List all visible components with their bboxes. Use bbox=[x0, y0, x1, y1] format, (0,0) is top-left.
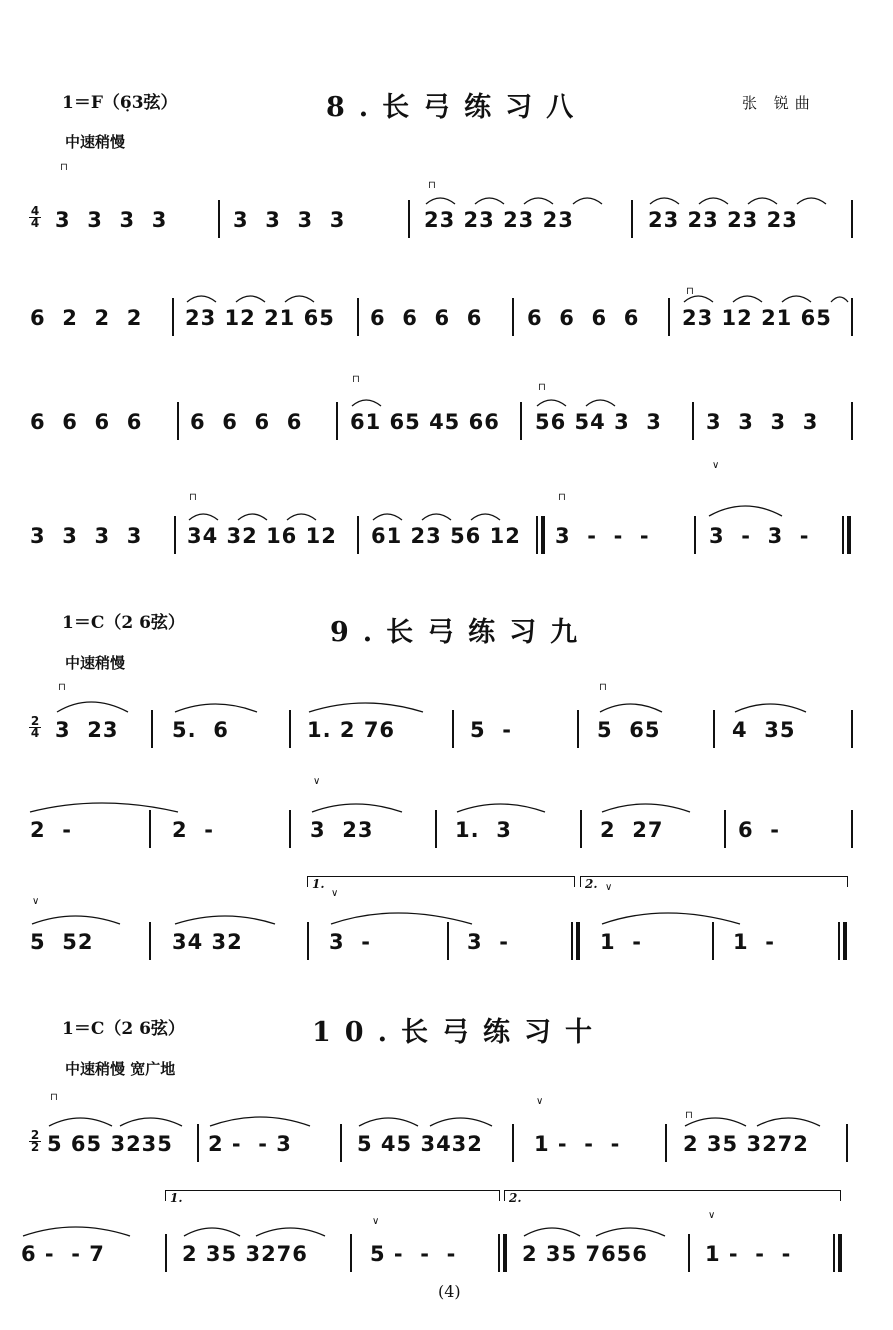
measure-9-2-4: 1. 3 bbox=[455, 818, 512, 842]
slur bbox=[331, 913, 472, 924]
measure-8-3-2: 6 6 6 6 bbox=[190, 410, 303, 434]
tempo-marking-8: 中速稍慢 bbox=[65, 133, 126, 151]
time-signature-9: 2 4 bbox=[30, 714, 40, 740]
slur bbox=[287, 514, 316, 520]
measure-8-4-2: 34 32 16 12 bbox=[187, 524, 337, 548]
slur bbox=[524, 198, 553, 204]
bow-mark: ⊓ bbox=[686, 286, 694, 297]
slur bbox=[573, 198, 602, 204]
bow-mark: ⊓ bbox=[599, 682, 607, 693]
slur bbox=[120, 1118, 182, 1126]
slur bbox=[602, 804, 690, 812]
composer: 张 锐曲 bbox=[742, 94, 816, 112]
bow-mark: ⊓ bbox=[685, 1110, 693, 1121]
slur bbox=[757, 1118, 820, 1126]
slur bbox=[236, 296, 265, 302]
bow-mark: ⊓ bbox=[60, 162, 68, 173]
measure-9-3-6: 1 - bbox=[733, 930, 775, 954]
bow-mark: ∨ bbox=[313, 776, 321, 787]
exercise-title-8: 8.长弓练习八 bbox=[326, 92, 588, 123]
key-signature-10: 1＝C（2 6弦） bbox=[62, 1019, 185, 1039]
slur bbox=[309, 703, 423, 712]
measure-8-4-4: 3 - - - bbox=[555, 524, 650, 548]
slur bbox=[175, 916, 275, 924]
measure-9-3-2: 34 32 bbox=[172, 930, 243, 954]
measure-8-2-5: 23 12 21 65 bbox=[682, 306, 832, 330]
slur bbox=[600, 704, 662, 712]
measure-8-2-1: 6 2 2 2 bbox=[30, 306, 143, 330]
exercise-title-9: 9.长弓练习九 bbox=[330, 617, 592, 648]
slur bbox=[359, 1118, 418, 1126]
measure-10-1-3: 5 45 3432 bbox=[357, 1132, 483, 1156]
page-number: (4) bbox=[438, 1282, 461, 1301]
measure-10-1-4: 1 - - - bbox=[534, 1132, 621, 1156]
bow-mark: ⊓ bbox=[50, 1092, 58, 1103]
measure-9-2-6: 6 - bbox=[738, 818, 780, 842]
slur bbox=[596, 1228, 665, 1236]
measure-9-1-5: 5 65 bbox=[597, 718, 661, 742]
measure-8-4-3: 61 23 56 12 bbox=[371, 524, 521, 548]
slur bbox=[748, 198, 777, 204]
tempo-marking-10: 中速稍慢 宽广地 bbox=[65, 1060, 176, 1078]
measure-9-1-6: 4 35 bbox=[732, 718, 796, 742]
slur bbox=[32, 916, 120, 924]
measure-9-3-3: 3 - bbox=[329, 930, 371, 954]
tempo-marking-9: 中速稍慢 bbox=[65, 654, 126, 672]
slur bbox=[187, 296, 216, 302]
measure-10-1-2: 2 - - 3 bbox=[208, 1132, 292, 1156]
measure-8-3-5: 3 3 3 3 bbox=[706, 410, 819, 434]
measure-8-2-3: 6 6 6 6 bbox=[370, 306, 483, 330]
slur bbox=[735, 704, 806, 712]
measure-10-2-3: 5 - - - bbox=[370, 1242, 457, 1266]
measure-10-2-5: 1 - - - bbox=[705, 1242, 792, 1266]
bow-mark: ∨ bbox=[708, 1210, 716, 1221]
bow-mark: ∨ bbox=[712, 460, 720, 471]
slur bbox=[57, 702, 128, 712]
slur bbox=[797, 198, 826, 204]
measure-10-2-1: 6 - - 7 bbox=[21, 1242, 105, 1266]
slur bbox=[524, 1228, 580, 1236]
slur bbox=[23, 1227, 130, 1236]
measure-9-3-4: 3 - bbox=[467, 930, 509, 954]
second-ending-label-10: 2. bbox=[509, 1191, 522, 1205]
measure-8-4-1: 3 3 3 3 bbox=[30, 524, 143, 548]
slur bbox=[685, 1118, 746, 1126]
measure-8-1-4: 23 23 23 23 bbox=[648, 208, 798, 232]
measure-9-1-2: 5. 6 bbox=[172, 718, 229, 742]
slur bbox=[430, 1118, 492, 1126]
measure-9-3-5: 1 - bbox=[600, 930, 642, 954]
slur bbox=[238, 514, 267, 520]
measure-9-3-1: 5 52 bbox=[30, 930, 94, 954]
bow-mark: ∨ bbox=[536, 1096, 544, 1107]
slur bbox=[210, 1117, 310, 1126]
time-signature-10: 2 2 bbox=[30, 1128, 40, 1154]
slur bbox=[175, 704, 257, 712]
measure-8-3-3: 61 65 45 66 bbox=[350, 410, 500, 434]
bow-mark: ∨ bbox=[372, 1216, 380, 1227]
slur bbox=[602, 913, 740, 924]
measure-10-1-1: 5 65 3235 bbox=[47, 1132, 173, 1156]
first-ending-label-10: 1. bbox=[170, 1191, 183, 1205]
slur bbox=[475, 198, 504, 204]
slur bbox=[733, 296, 762, 302]
measure-8-1-2: 3 3 3 3 bbox=[233, 208, 346, 232]
measure-9-2-5: 2 27 bbox=[600, 818, 664, 842]
measure-8-1-1: 3 3 3 3 bbox=[55, 208, 168, 232]
slur bbox=[30, 803, 178, 812]
measure-8-3-4: 56 54 3 3 bbox=[535, 410, 662, 434]
time-signature-8: 4 4 bbox=[30, 204, 40, 230]
slur bbox=[422, 514, 451, 520]
measure-8-4-5: 3 - 3 - bbox=[709, 524, 810, 548]
measure-9-2-1: 2 - bbox=[30, 818, 72, 842]
key-signature-8: 1＝F（6̣3弦） bbox=[62, 93, 178, 113]
key-signature-9: 1＝C（2 6弦） bbox=[62, 613, 185, 633]
slur bbox=[49, 1118, 112, 1126]
slur bbox=[650, 198, 679, 204]
slur bbox=[782, 296, 811, 302]
measure-9-1-3: 1. 2 76 bbox=[307, 718, 396, 742]
slur bbox=[352, 400, 381, 406]
slur bbox=[256, 1228, 325, 1236]
bow-mark: ⊓ bbox=[538, 382, 546, 393]
first-ending-label: 1. bbox=[312, 877, 325, 891]
bow-mark: ⊓ bbox=[58, 682, 66, 693]
slur bbox=[471, 514, 500, 520]
slur bbox=[189, 514, 218, 520]
measure-8-2-4: 6 6 6 6 bbox=[527, 306, 640, 330]
second-ending-label: 2. bbox=[585, 877, 598, 891]
measure-10-2-4: 2 35 7656 bbox=[522, 1242, 648, 1266]
slur bbox=[586, 400, 615, 406]
slur bbox=[312, 804, 402, 812]
slur bbox=[184, 1228, 240, 1236]
slur bbox=[831, 297, 848, 302]
bow-mark: ∨ bbox=[331, 888, 339, 899]
measure-10-2-2: 2 35 3276 bbox=[182, 1242, 308, 1266]
measure-10-1-5: 2 35 3272 bbox=[683, 1132, 809, 1156]
measure-9-1-4: 5 - bbox=[470, 718, 512, 742]
slur bbox=[699, 198, 728, 204]
measure-9-1-1: 3 23 bbox=[55, 718, 119, 742]
slur bbox=[537, 400, 566, 406]
exercise-title-10: 10.长弓练习十 bbox=[312, 1017, 606, 1048]
slur bbox=[373, 514, 402, 520]
slur bbox=[709, 506, 782, 516]
slur bbox=[426, 198, 455, 204]
bow-mark: ⊓ bbox=[189, 492, 197, 503]
bow-mark: ∨ bbox=[32, 896, 40, 907]
bow-mark: ⊓ bbox=[352, 374, 360, 385]
measure-8-3-1: 6 6 6 6 bbox=[30, 410, 143, 434]
slur bbox=[285, 296, 314, 302]
measure-9-2-2: 2 - bbox=[172, 818, 214, 842]
bow-mark: ⊓ bbox=[558, 492, 566, 503]
slur bbox=[457, 804, 545, 812]
measure-8-2-2: 23 12 21 65 bbox=[185, 306, 335, 330]
bow-mark: ⊓ bbox=[428, 180, 436, 191]
bow-mark: ∨ bbox=[605, 882, 613, 893]
measure-8-1-3: 23 23 23 23 bbox=[424, 208, 574, 232]
measure-9-2-3: 3 23 bbox=[310, 818, 374, 842]
